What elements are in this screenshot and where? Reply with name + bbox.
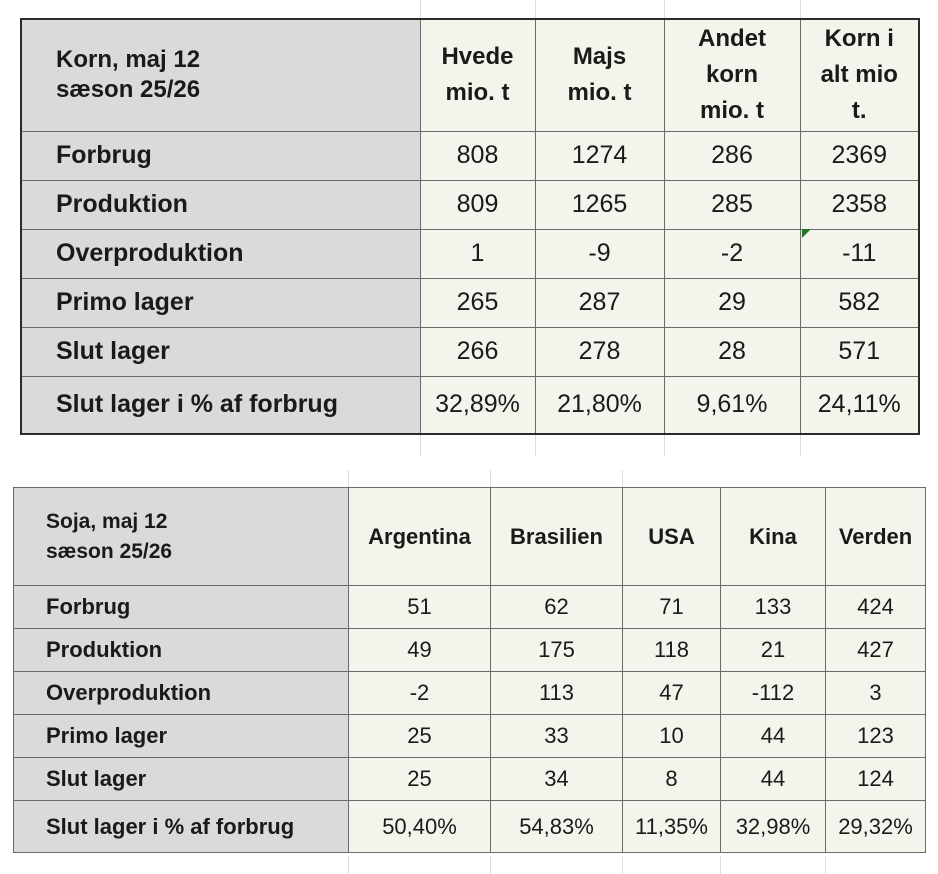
table-cell: 3 bbox=[826, 672, 926, 715]
row-label: Slut lager i % af forbrug bbox=[14, 801, 349, 853]
table-row bbox=[21, 327, 919, 376]
row-label: Overproduktion bbox=[21, 229, 420, 278]
sheet-gridline bbox=[535, 434, 536, 456]
table-cell: 287 bbox=[535, 278, 664, 327]
table-cell: -9 bbox=[535, 229, 664, 278]
table-cell: 71 bbox=[623, 586, 721, 629]
sheet-gridline bbox=[664, 0, 665, 18]
table-cell: 175 bbox=[491, 629, 623, 672]
row-label: Produktion bbox=[21, 180, 420, 229]
korn-title: Korn, maj 12 bbox=[56, 46, 201, 74]
table-cell: 424 bbox=[826, 586, 926, 629]
table-cell: -11 bbox=[800, 229, 919, 278]
table-cell: 29 bbox=[664, 278, 800, 327]
soja-col-header-verden: Verden bbox=[826, 488, 926, 586]
table-row bbox=[14, 629, 926, 672]
table-row bbox=[21, 131, 919, 180]
soja-table bbox=[13, 487, 926, 853]
table-row bbox=[21, 180, 919, 229]
table-cell: 1274 bbox=[535, 131, 664, 180]
table-row bbox=[14, 586, 926, 629]
table-cell: 50,40% bbox=[349, 801, 491, 853]
col-header-line: Hvede bbox=[441, 43, 514, 71]
table-cell: 571 bbox=[800, 327, 919, 376]
korn-col-header-korn-i-alt bbox=[800, 19, 919, 131]
table-cell: 28 bbox=[664, 327, 800, 376]
sheet-gridline bbox=[800, 434, 801, 456]
table-row bbox=[14, 801, 926, 853]
table-cell: 44 bbox=[721, 715, 826, 758]
table-cell: 133 bbox=[721, 586, 826, 629]
row-label: Slut lager bbox=[21, 327, 420, 376]
table-cell: 54,83% bbox=[491, 801, 623, 853]
korn-title-cell bbox=[21, 19, 420, 131]
sheet-gridline bbox=[490, 470, 491, 487]
table-row bbox=[21, 376, 919, 434]
korn-col-header-majs bbox=[535, 19, 664, 131]
table-cell: 47 bbox=[623, 672, 721, 715]
table-cell: 2369 bbox=[800, 131, 919, 180]
col-header-line: Majs bbox=[572, 43, 627, 71]
table-cell: 32,89% bbox=[420, 376, 535, 434]
soja-title-cell bbox=[14, 488, 349, 586]
soja-season: sæson 25/26 bbox=[46, 539, 173, 563]
table-cell: 11,35% bbox=[623, 801, 721, 853]
sheet-gridline bbox=[420, 0, 421, 18]
table-cell: 21 bbox=[721, 629, 826, 672]
col-header-line: alt mio bbox=[820, 61, 898, 89]
sheet-gridline bbox=[420, 434, 421, 456]
table-cell: 286 bbox=[664, 131, 800, 180]
table-cell: 118 bbox=[623, 629, 721, 672]
table-cell: 266 bbox=[420, 327, 535, 376]
row-label: Slut lager i % af forbrug bbox=[21, 376, 420, 434]
table-cell: 10 bbox=[623, 715, 721, 758]
sheet-gridline bbox=[720, 856, 721, 874]
korn-header-row bbox=[21, 19, 919, 131]
table-cell: 44 bbox=[721, 758, 826, 801]
table-cell: 32,98% bbox=[721, 801, 826, 853]
table-cell: -2 bbox=[664, 229, 800, 278]
soja-col-header-argentina: Argentina bbox=[349, 488, 491, 586]
table-cell: 49 bbox=[349, 629, 491, 672]
col-header-line: Andet bbox=[698, 25, 766, 53]
table-cell: 113 bbox=[491, 672, 623, 715]
sheet-gridline bbox=[622, 856, 623, 874]
table-cell: 427 bbox=[826, 629, 926, 672]
col-header-line: t. bbox=[851, 97, 867, 125]
row-label: Produktion bbox=[14, 629, 349, 672]
comment-marker-icon bbox=[802, 229, 811, 238]
col-header-line: mio. t bbox=[445, 79, 510, 107]
table-row bbox=[14, 672, 926, 715]
table-cell: 24,11% bbox=[800, 376, 919, 434]
table-cell: 285 bbox=[664, 180, 800, 229]
table-row bbox=[14, 715, 926, 758]
sheet-gridline bbox=[490, 856, 491, 874]
col-header-line: mio. t bbox=[567, 79, 632, 107]
sheet-gridline bbox=[348, 856, 349, 874]
table-cell: 1265 bbox=[535, 180, 664, 229]
table-cell: 278 bbox=[535, 327, 664, 376]
col-header-line: korn bbox=[705, 61, 758, 89]
soja-col-header-usa: USA bbox=[623, 488, 721, 586]
sheet-gridline bbox=[535, 0, 536, 18]
sheet-gridline bbox=[664, 434, 665, 456]
table-cell: 9,61% bbox=[664, 376, 800, 434]
table-cell: 123 bbox=[826, 715, 926, 758]
row-label: Primo lager bbox=[14, 715, 349, 758]
korn-table bbox=[20, 18, 920, 435]
table-cell: 62 bbox=[491, 586, 623, 629]
table-cell: 25 bbox=[349, 758, 491, 801]
soja-col-header-brasilien: Brasilien bbox=[491, 488, 623, 586]
table-cell: -112 bbox=[721, 672, 826, 715]
row-label: Slut lager bbox=[14, 758, 349, 801]
sheet-gridline bbox=[825, 856, 826, 874]
table-cell: 124 bbox=[826, 758, 926, 801]
table-cell: 808 bbox=[420, 131, 535, 180]
table-cell: 33 bbox=[491, 715, 623, 758]
row-label: Forbrug bbox=[14, 586, 349, 629]
sheet-gridline bbox=[800, 0, 801, 18]
row-label: Overproduktion bbox=[14, 672, 349, 715]
sheet-gridline bbox=[348, 470, 349, 487]
table-row bbox=[21, 278, 919, 327]
table-cell: 25 bbox=[349, 715, 491, 758]
col-header-line: Korn i bbox=[824, 25, 894, 53]
table-cell: 265 bbox=[420, 278, 535, 327]
table-cell: 8 bbox=[623, 758, 721, 801]
row-label: Forbrug bbox=[21, 131, 420, 180]
korn-season: sæson 25/26 bbox=[56, 76, 201, 104]
korn-col-header-hvede bbox=[420, 19, 535, 131]
table-cell: 582 bbox=[800, 278, 919, 327]
table-cell: 21,80% bbox=[535, 376, 664, 434]
soja-header-row bbox=[14, 488, 926, 586]
table-row bbox=[21, 229, 919, 278]
sheet-gridline bbox=[622, 470, 623, 487]
soja-title: Soja, maj 12 bbox=[46, 509, 168, 533]
table-cell: 809 bbox=[420, 180, 535, 229]
table-cell: 29,32% bbox=[826, 801, 926, 853]
row-label: Primo lager bbox=[21, 278, 420, 327]
table-row bbox=[14, 758, 926, 801]
korn-col-header-andet-korn bbox=[664, 19, 800, 131]
table-cell: 2358 bbox=[800, 180, 919, 229]
table-cell: 51 bbox=[349, 586, 491, 629]
col-header-line: mio. t bbox=[700, 97, 764, 125]
soja-col-header-kina: Kina bbox=[721, 488, 826, 586]
table-cell: -2 bbox=[349, 672, 491, 715]
table-cell: 1 bbox=[420, 229, 535, 278]
table-cell: 34 bbox=[491, 758, 623, 801]
